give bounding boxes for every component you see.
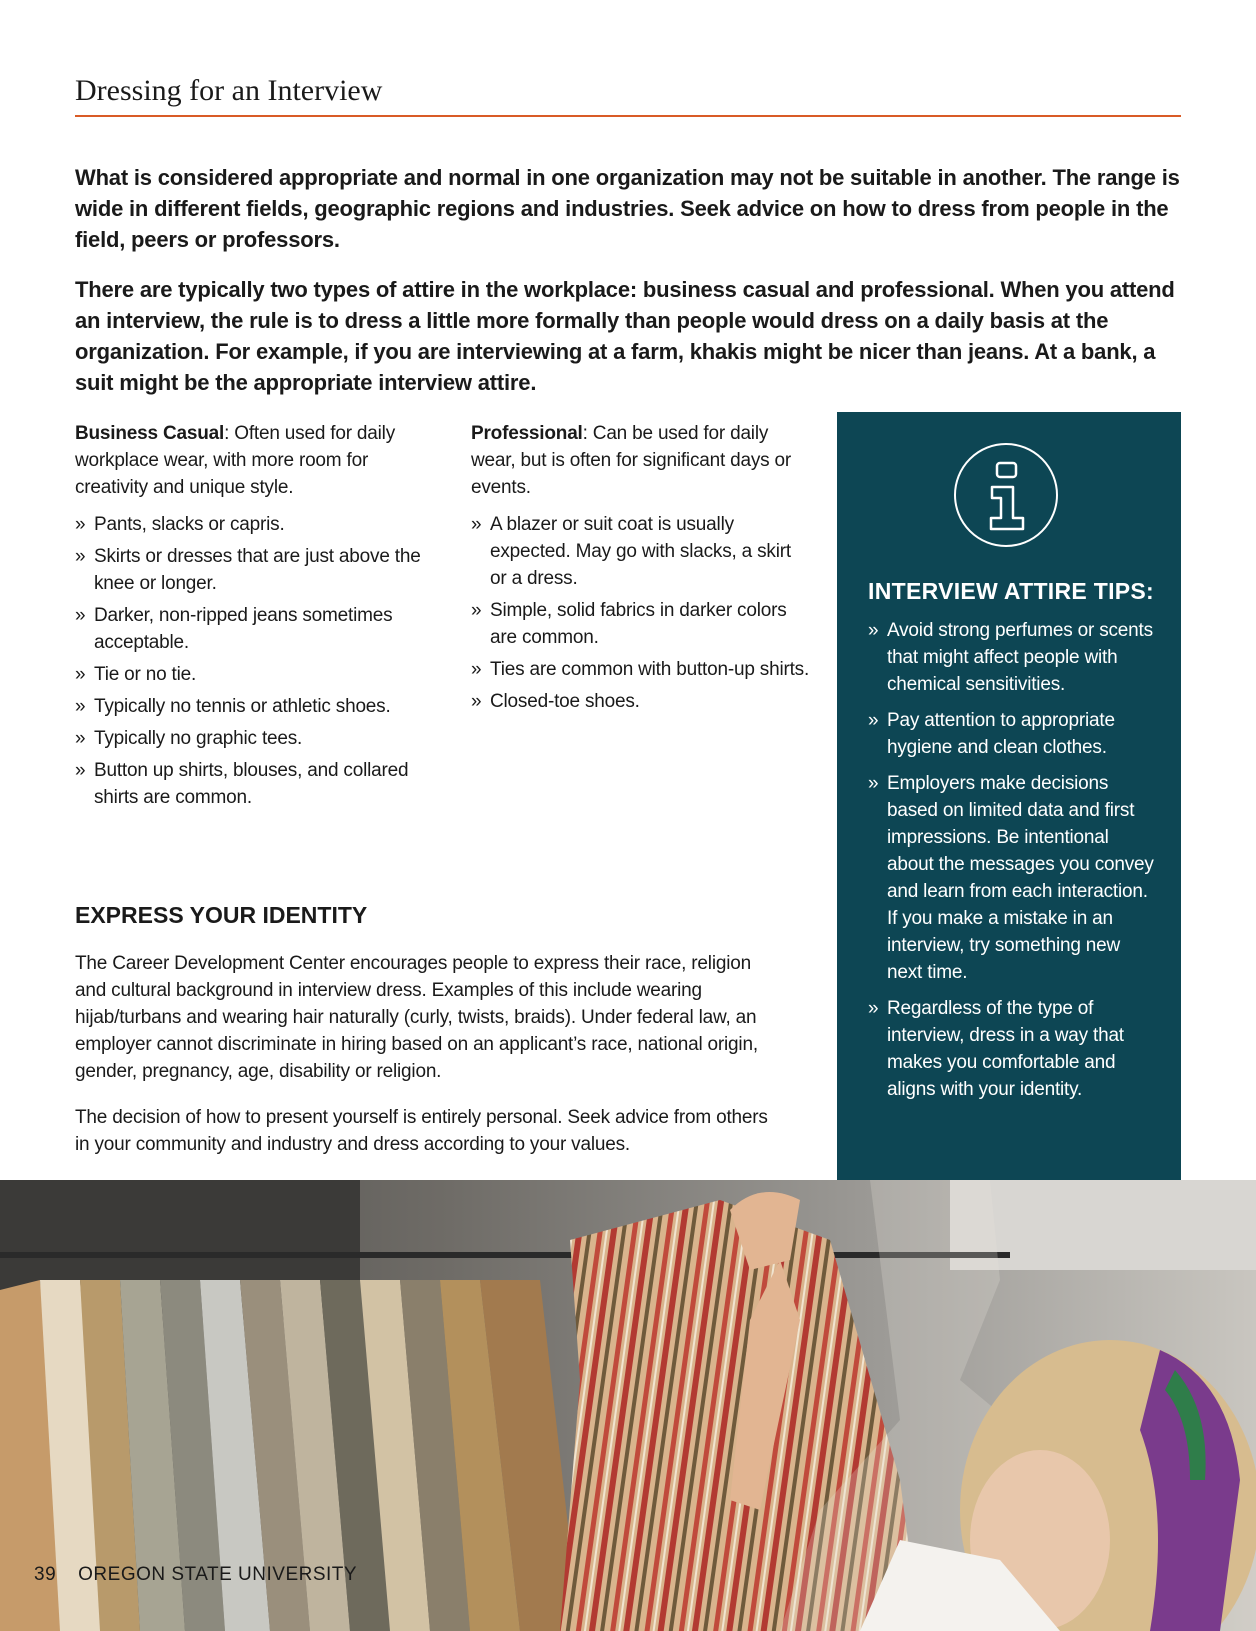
bullet-chevron-icon: » [75, 728, 86, 749]
identity-heading: EXPRESS YOUR IDENTITY [75, 902, 368, 928]
tips-heading: INTERVIEW ATTIRE TIPS: [868, 578, 1155, 604]
page-footer [34, 1564, 357, 1586]
page-title: Dressing for an Interview [75, 74, 383, 107]
title-divider [75, 115, 1181, 117]
list-item: » Pay attention to appropriate hygiene and clean clothes. [868, 707, 1160, 761]
bullet-chevron-icon: » [868, 710, 879, 731]
list-item: » Pants, slacks or capris. [75, 511, 435, 538]
bullet-chevron-icon: » [471, 514, 482, 535]
professional-definition [471, 420, 811, 501]
professional-list [471, 511, 811, 715]
bullet-chevron-icon: » [868, 620, 879, 641]
business-casual-list [75, 511, 435, 811]
list-item: » Button up shirts, blouses, and collared shirts are common. [75, 757, 435, 811]
bullet-chevron-icon: » [75, 546, 86, 567]
bullet-chevron-icon: » [75, 514, 86, 535]
list-item: » Typically no tennis or athletic shoes. [75, 693, 435, 720]
intro-paragraph-1: What is considered appropriate and normal in one organization may not be suitable in another. The range is wide in different fields, geographic regions and industries. Seek advice on how to dress from people in the field, peers or professors. [75, 165, 1180, 252]
bullet-chevron-icon: » [75, 760, 86, 781]
business-casual-description: : Often used for daily workplace wear, with more room for creativity and unique style. [75, 423, 395, 498]
tips-list [868, 617, 1160, 1112]
professional-term: Professional [471, 423, 583, 444]
list-item: » Simple, solid fabrics in darker colors are common. [471, 597, 811, 651]
business-casual-term: Business Casual [75, 423, 225, 444]
list-item: » Avoid strong perfumes or scents that might affect people with chemical sensitivities. [868, 617, 1160, 698]
list-item: » Darker, non-ripped jeans sometimes acceptable. [75, 602, 435, 656]
list-item: » Typically no graphic tees. [75, 725, 435, 752]
list-item: » Tie or no tie. [75, 661, 435, 688]
professional-description: : Can be used for daily wear, but is often for significant days or events. [471, 423, 792, 498]
identity-paragraph-2: The decision of how to present yourself is entirely personal. Seek advice from others in your community and industry and dress according to your values. [75, 1107, 768, 1155]
list-item: » Skirts or dresses that are just above the knee or longer. [75, 543, 435, 597]
business-casual-definition [75, 420, 435, 501]
intro-paragraph-2: There are typically two types of attire in the workplace: business casual and professional. When you attend an interview, the rule is to dress a little more formally than people would dress on a daily basis at the organization. For example, if you are interviewing at a farm, khakis might be nicer than jeans. At a bank, a suit might be the appropriate interview attire. [75, 277, 1175, 395]
business-casual-column [75, 420, 435, 816]
interview-tips-box [837, 412, 1181, 1180]
list-item: » Closed-toe shoes. [471, 688, 811, 715]
bullet-chevron-icon: » [471, 691, 482, 712]
bullet-chevron-icon: » [868, 998, 879, 1019]
bullet-chevron-icon: » [75, 696, 86, 717]
identity-paragraph-1: The Career Development Center encourages people to express their race, religion and cultural background in interview dress. Examples of this include wearing hijab/turbans and wearing hair naturally (curly, twists, braids). Under federal law, an employer cannot discriminate in hiring based on an applicant’s race, national origin, gender, pregnancy, age, disability or religion. [75, 953, 758, 1082]
list-item: » A blazer or suit coat is usually expected. May go with slacks, a skirt or a dress. [471, 511, 811, 592]
page-number: 39 [34, 1564, 57, 1585]
bullet-chevron-icon: » [868, 773, 879, 794]
bullet-chevron-icon: » [75, 605, 86, 626]
bullet-chevron-icon: » [75, 664, 86, 685]
info-icon [953, 442, 1059, 548]
bullet-chevron-icon: » [471, 600, 482, 621]
bullet-chevron-icon: » [471, 659, 482, 680]
list-item: » Ties are common with button-up shirts. [471, 656, 811, 683]
professional-column [471, 420, 811, 720]
footer-org-name: OREGON STATE UNIVERSITY [78, 1564, 358, 1585]
list-item: » Regardless of the type of interview, dress in a way that makes you comfortable and aligns with your identity. [868, 995, 1160, 1103]
list-item: » Employers make decisions based on limited data and first impressions. Be intentional about the messages you convey and learn from each interaction. If you make a mistake in an interview, try something new next time. [868, 770, 1160, 986]
